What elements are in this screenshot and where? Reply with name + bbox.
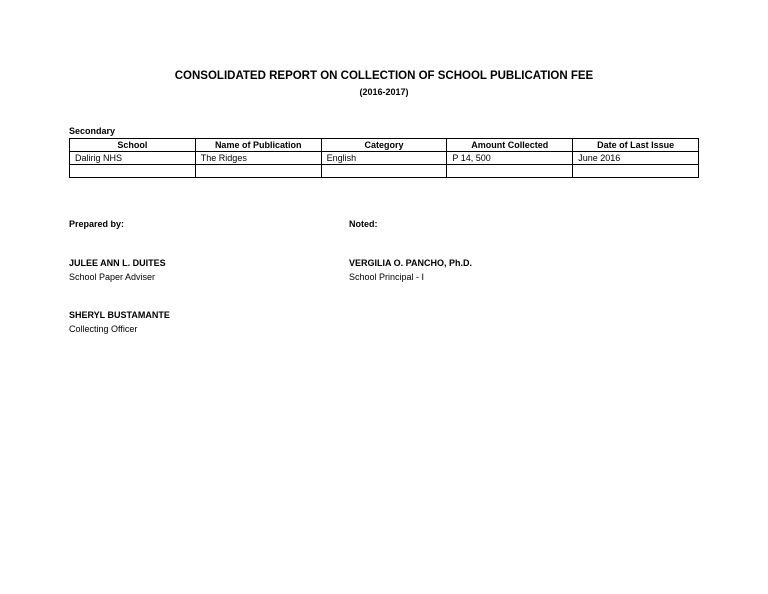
cell-last-issue bbox=[573, 165, 699, 178]
report-period: (2016-2017) bbox=[359, 87, 409, 97]
adviser-role: School Paper Adviser bbox=[69, 272, 156, 282]
section-label: Secondary bbox=[69, 126, 116, 136]
adviser-name: JULEE ANN L. DUITES bbox=[69, 258, 166, 268]
noted-label: Noted: bbox=[349, 219, 378, 229]
column-header-category: Category bbox=[321, 139, 447, 152]
collection-table bbox=[69, 138, 699, 178]
cell-category bbox=[321, 165, 447, 178]
table-row bbox=[70, 165, 699, 178]
cell-category: English bbox=[321, 152, 447, 165]
cell-publication bbox=[195, 165, 321, 178]
cell-amount: P 14, 500 bbox=[447, 152, 573, 165]
cell-amount bbox=[447, 165, 573, 178]
cell-school: Dalirig NHS bbox=[70, 152, 196, 165]
principal-role: School Principal - I bbox=[349, 272, 425, 282]
officer-name: SHERYL BUSTAMANTE bbox=[69, 310, 170, 320]
column-header-school: School bbox=[70, 139, 196, 152]
column-header-amount: Amount Collected bbox=[447, 139, 573, 152]
cell-publication: The Ridges bbox=[195, 152, 321, 165]
cell-school bbox=[70, 165, 196, 178]
officer-role: Collecting Officer bbox=[69, 324, 138, 334]
table-row bbox=[70, 152, 699, 165]
report-title: CONSOLIDATED REPORT ON COLLECTION OF SCHOOL PUBLICATION FEE bbox=[174, 70, 594, 82]
prepared-by-label: Prepared by: bbox=[69, 219, 125, 229]
cell-last-issue: June 2016 bbox=[573, 152, 699, 165]
column-header-last-issue: Date of Last Issue bbox=[573, 139, 699, 152]
table-header-row bbox=[70, 139, 699, 152]
principal-name: VERGILIA O. PANCHO, Ph.D. bbox=[349, 258, 473, 268]
column-header-publication: Name of Publication bbox=[195, 139, 321, 152]
